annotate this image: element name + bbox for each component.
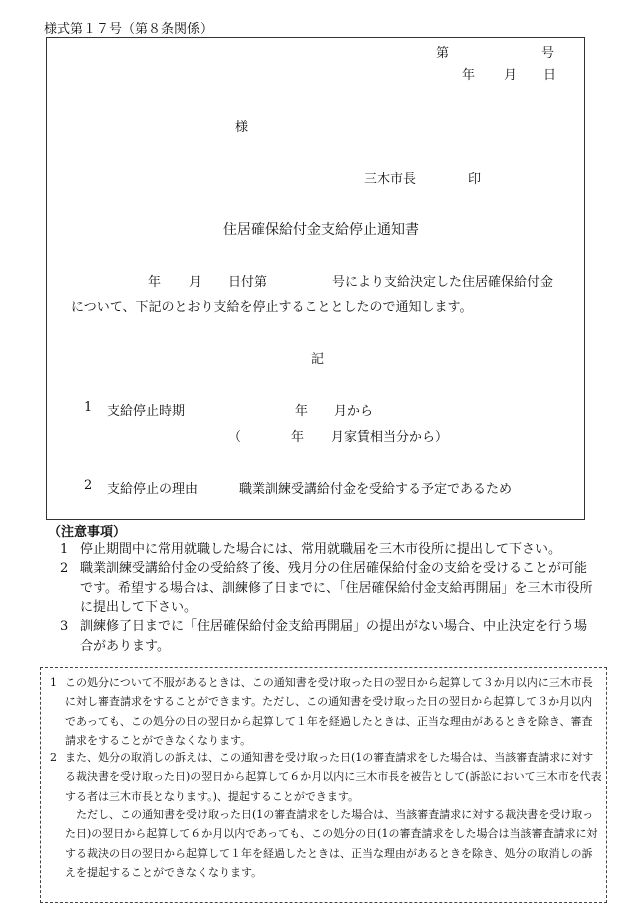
date-month-label: 月 [504, 68, 518, 83]
ki-heading: 記 [311, 352, 325, 367]
item1-paren-open: （ [228, 430, 242, 445]
note-item [60, 559, 600, 619]
seal-mark: 印 [468, 172, 482, 187]
addressee-honorific: 様 [235, 120, 249, 135]
appeal-item [50, 748, 605, 808]
note-text: 停止期間中に常用就職した場合には、常用就職届を三木市役所に提出して下さい。 [80, 542, 562, 557]
body-line1-rest: 号により支給決定した住居確保給付金 [332, 275, 554, 290]
item1-year-label: 年 [295, 404, 309, 419]
item1-rent-month-text: 月家賃相当分から） [331, 430, 449, 445]
document-number-suffix: 号 [541, 46, 555, 61]
note-text: 職業訓練受講給付金の受給終了後、残月分の住居確保給付金の支給を受けることが可能です。希望する場合は、訓練修了日までに、「住居確保給付金支給再開届」を三木市役所に提出して下さい。 [80, 561, 593, 615]
item1-month-from: 月から [334, 404, 374, 419]
appeal-text: この処分について不服があるときは、この通知書を受け取った日の翌日から起算して３か月以内に三木市長に対し審査請求をすることができます。ただし、この通知書を受け取った日の翌日から起算して３か月以内であっても、この処分の日の翌日から起算して１年を経過したときは、正当な理由があるときを除き、審査請求をすることができなくなります。 [65, 676, 593, 747]
item1-label: 支給停止時期 [107, 404, 186, 419]
form-number: 様式第１７号（第８条関係） [44, 22, 214, 37]
body-year-label: 年 [148, 275, 162, 290]
appeal-item [50, 805, 605, 885]
appeal-item [50, 673, 605, 753]
note-number: 1 [60, 542, 69, 557]
item1-rent-year-label: 年 [291, 430, 305, 445]
body-line2: について、下記のとおり支給を停止することとしたので通知します。 [71, 300, 473, 315]
appeal-number: 1 [50, 676, 57, 689]
item2-reason: 職業訓練受講給付金を受給する予定であるため [239, 482, 513, 497]
appeal-text: また、処分の取消しの訴えは、この通知書を受け取った日(1の審査請求をした場合は、当該審査請求に対する裁決書を受け取った日)の翌日から起算して６か月以内に三木市長を被告として(訴訟において三木市を代表する者は三木市長となります。)、提起することができます。 [65, 751, 602, 803]
body-month-label: 月 [189, 275, 203, 290]
appeal-text: ただし、この通知書を受け取った日(1の審査請求をした場合は、当該審査請求に対する裁決書を受け取った日)の翌日から起算して６か月以内であっても、この処分の日(1の審査請求をした場合は当該審査請求に対する裁決の日の翌日から起算して１年を経過したときは、正当な理由があるときを除き、処分の取消しの訴えを提起することができなくなります。 [65, 808, 598, 879]
notes-heading: （注意事項） [48, 525, 127, 540]
item2-label: 支給停止の理由 [107, 482, 199, 497]
issuer-name: 三木市長 [364, 172, 417, 187]
note-item [60, 617, 600, 657]
body-date-label: 日付第 [228, 275, 268, 290]
note-number: 2 [60, 561, 69, 576]
date-year-label: 年 [462, 68, 476, 83]
appeal-number: 2 [50, 751, 57, 764]
item1-number: 1 [84, 400, 93, 415]
document-number-prefix: 第 [436, 46, 450, 61]
note-number: 3 [60, 619, 69, 634]
item2-number: 2 [84, 478, 93, 493]
note-item [60, 540, 600, 560]
note-text: 訓練修了日までに「住居確保給付金支給再開届」の提出がない場合、中止決定を行う場合があります。 [80, 619, 588, 654]
date-day-label: 日 [543, 68, 557, 83]
document-title: 住居確保給付金支給停止通知書 [223, 222, 419, 238]
